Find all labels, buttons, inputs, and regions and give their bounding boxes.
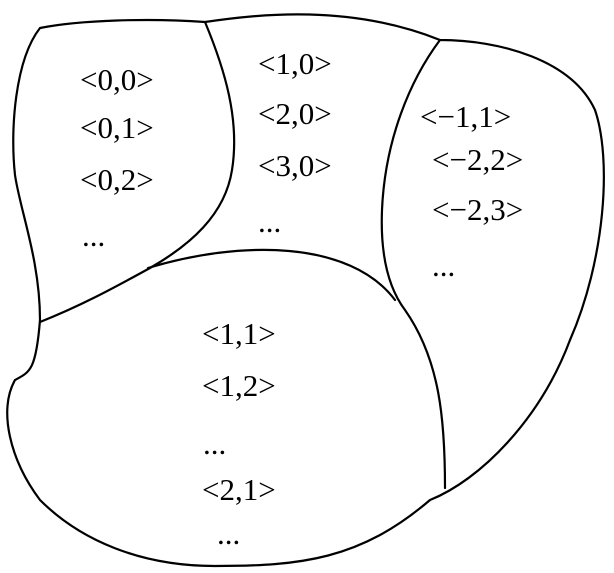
middle-divider xyxy=(148,250,395,300)
region-ellipsis: ... xyxy=(203,426,227,461)
top-middle-region xyxy=(258,46,332,239)
region-item: <1,1> xyxy=(202,316,276,351)
region-ellipsis: ... xyxy=(217,516,241,551)
region-item: <−1,1> xyxy=(420,99,512,134)
region-item: <0,2> xyxy=(80,162,154,197)
region-item: <0,0> xyxy=(80,62,154,97)
region-item: <0,1> xyxy=(80,110,154,145)
region-item: <−2,2> xyxy=(432,142,524,177)
region-item: <2,0> xyxy=(258,96,332,131)
region-ellipsis: ... xyxy=(258,204,282,239)
region-item: <1,0> xyxy=(258,46,332,81)
region-item: <3,0> xyxy=(258,148,332,183)
region-ellipsis: ... xyxy=(432,248,456,283)
left-region xyxy=(80,62,154,253)
region-item: <−2,3> xyxy=(432,192,524,227)
region-ellipsis: ... xyxy=(82,218,106,253)
region-item: <2,1> xyxy=(202,472,276,507)
region-item: <1,2> xyxy=(202,368,276,403)
right-region xyxy=(420,99,523,283)
bottom-region xyxy=(202,316,276,551)
